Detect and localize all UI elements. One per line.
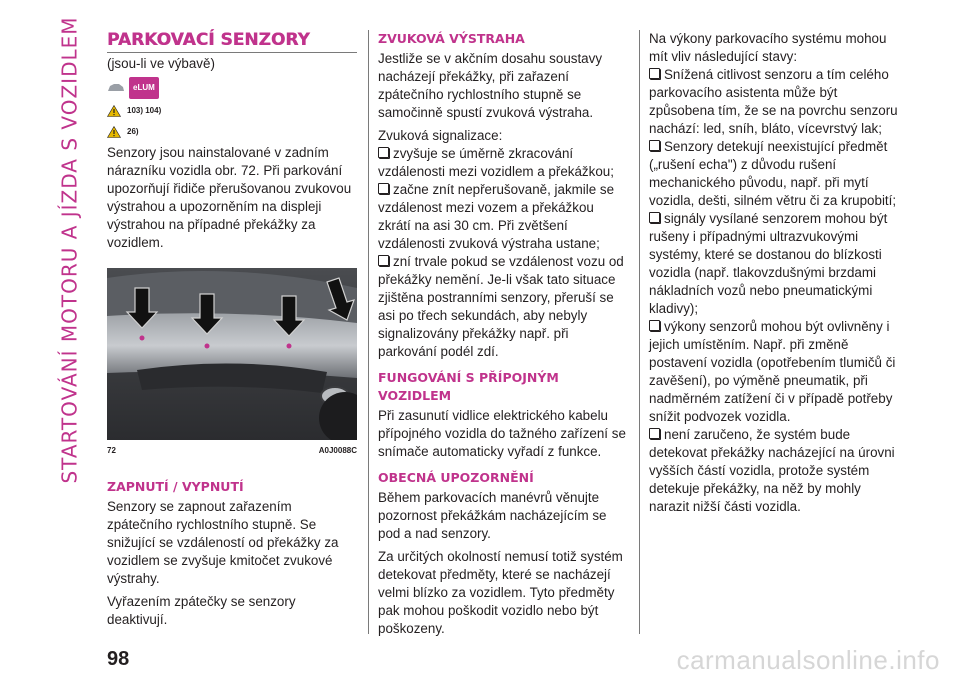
bullet-square-icon bbox=[649, 320, 660, 331]
chapter-title-text: STARTOVÁNÍ MOTORU A JÍZDA S VOZIDLEM bbox=[58, 16, 82, 484]
vykony-bullet-3: signály vysílané senzorem mohou být rušeny i případnými ultrazvukovými systémy, které se dostanou do blízkosti vozidla (např. tlakovzdušnými brzdami nákladních vozů nebo pneumatickými kladivy); bbox=[649, 211, 888, 316]
vykony-intro: Na výkony parkovacího systému mohou mít vliv následující stavy: bbox=[649, 31, 887, 64]
warning-refs-row-2 bbox=[107, 123, 357, 141]
vykony-bullet-1: Snížená citlivost senzoru a tím celého parkovacího asistenta může být způsobena tím, že se na povrchu senzoru nachází: led, sníh, bláto, vícevrstvý lak; bbox=[649, 67, 898, 136]
section-subtitle: (jsou-li ve výbavě) bbox=[107, 56, 215, 71]
page-number: 98 bbox=[107, 648, 130, 670]
bullet-square-icon bbox=[649, 212, 660, 223]
title-rule bbox=[107, 52, 357, 53]
zapnuti-paragraph-2: Vyřazením zpátečky se senzory deaktivují. bbox=[107, 594, 296, 627]
elum-row bbox=[107, 77, 357, 99]
column-divider-2 bbox=[639, 30, 640, 634]
fungovani-heading: FUNGOVÁNÍ S PŘÍPOJNÝM VOZIDLEM bbox=[378, 370, 559, 403]
section-title: PARKOVACÍ SENZORY bbox=[107, 30, 310, 50]
figure-caption bbox=[107, 442, 357, 460]
obecna-paragraph-1: Během parkovacích manévrů věnujte pozornost překážkám nacházejícím se pod a nad senzory. bbox=[378, 490, 607, 541]
column-divider-1 bbox=[368, 30, 369, 634]
caution-triangle-icon bbox=[107, 126, 121, 138]
bullet-square-icon bbox=[378, 147, 389, 158]
zvukova-paragraph-1: Jestliže se v akčním dosahu soustavy nacházejí překážky, při zařazení zpátečního rychlostního stupně se samočinně spustí zvuková výstraha. bbox=[378, 51, 603, 120]
warning-refs-row-1 bbox=[107, 102, 357, 120]
vykony-bullet-2: Senzory detekují neexistující předmět („rušení echa") z důvodu rušení mechanického původu, např. při mytí vozidla, dešti, silném větru či za krupobití; bbox=[649, 139, 897, 208]
warning-refs-1: 103) 104) bbox=[127, 106, 162, 115]
car-icon bbox=[107, 82, 125, 94]
rear-bumper-photo bbox=[107, 268, 357, 440]
zvukova-bullet-1: zvyšuje se úměrně zkracování vzdálenosti mezi vozidlem a překážkou; bbox=[378, 146, 614, 179]
bullet-square-icon bbox=[649, 140, 660, 151]
site-watermark[interactable]: carmanualsonline.info bbox=[676, 645, 940, 675]
column-2 bbox=[378, 30, 628, 643]
zvukova-bullet-3: zní trvale pokud se vzdálenost vozu od překážky nemění. Je-li však tato situace zjištěna postranními senzory, přeruší se asi po třech sekundách, aby nebyly signalizovány překážky např. při parkování podél zdí. bbox=[378, 254, 624, 359]
vykony-bullet-5: není zaručeno, že systém bude detekovat překážky nacházející na úrovni vyšších částí vozidla, protože systém detekuje překážky, na něž by mohly narazit nižší části vozidla. bbox=[649, 427, 895, 514]
fungovani-paragraph-1: Při zasunutí vidlice elektrického kabelu přípojného vozidla do tažného zařízení se snímače automaticky vyřadí z funkce. bbox=[378, 408, 626, 459]
obecna-heading: OBECNÁ UPOZORNĚNÍ bbox=[378, 470, 534, 485]
zvukova-heading: ZVUKOVÁ VÝSTRAHA bbox=[378, 31, 525, 46]
elum-badge: eLUM bbox=[129, 77, 159, 99]
vykony-bullet-4: výkony senzorů mohou být ovlivněny i jejich umístěním. Např. při změně postavení vozidla (opotřebením tlumičů či zavěšení), po výměně pneumatik, při nadměrném zatížení či v případě potřeby snížit podvozek vozidla. bbox=[649, 319, 896, 424]
zvukova-paragraph-2: Zvuková signalizace: bbox=[378, 128, 503, 143]
figure-72 bbox=[107, 268, 357, 460]
warning-refs-2: 26) bbox=[127, 127, 139, 136]
warning-triangle-icon bbox=[107, 105, 121, 117]
column-3 bbox=[649, 30, 899, 516]
zapnuti-paragraph-1: Senzory se zapnout zařazením zpátečního rychlostního stupně. Se snižující se vzdáleností od překážky za vozidlem se zvyšuje kmitočet zvukové výstrahy. bbox=[107, 499, 339, 586]
bullet-square-icon bbox=[378, 255, 389, 266]
bullet-square-icon bbox=[649, 428, 660, 439]
figure-number: 72 bbox=[107, 446, 116, 455]
column-1 bbox=[107, 30, 357, 634]
intro-paragraph: Senzory jsou nainstalované v zadním nárazníku vozidla obr. 72. Při parkování upozorňují řidiče přerušovanou zvukovou výstrahou a upozorněním na displeji výstrahou na případné překážky za vozidlem. bbox=[107, 145, 352, 250]
obecna-paragraph-2: Za určitých okolností nemusí totiž systém detekovat předměty, které se nacházejí velmi blízko za vozidlem. Tyto předměty pak mohou poškodit vozidlo nebo být poškozeny. bbox=[378, 549, 623, 636]
zapnuti-heading: ZAPNUTÍ / VYPNUTÍ bbox=[107, 479, 244, 494]
chapter-side-title bbox=[50, 16, 90, 484]
figure-code: A0J0088C bbox=[318, 446, 357, 455]
bullet-square-icon bbox=[649, 68, 660, 79]
zvukova-bullet-2: začne znít nepřerušovaně, jakmile se vzdálenost mezi vozem a překážkou zkrátí na asi 30 cm. Při zvětšení vzdálenosti zvuková výstraha ustane; bbox=[378, 182, 615, 251]
bullet-square-icon bbox=[378, 183, 389, 194]
